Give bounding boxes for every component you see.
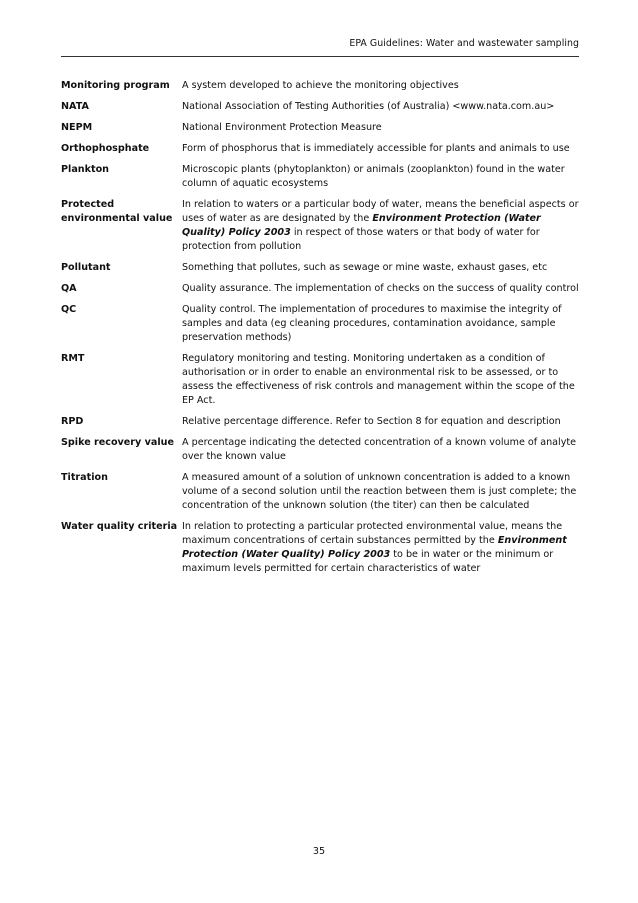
glossary-term: Orthophosphate <box>61 143 150 154</box>
glossary-definition <box>182 163 579 191</box>
glossary-term: RMT <box>61 353 85 364</box>
header-rule <box>61 56 579 57</box>
glossary-term: RPD <box>61 416 84 427</box>
page-number: 35 <box>312 846 326 857</box>
definition-text: National Environment Protection Measure <box>182 122 382 133</box>
glossary-entry <box>61 142 579 156</box>
definition-text: Relative percentage difference. Refer to Section 8 for equation and description <box>182 416 561 427</box>
policy-title: Environment Protection (Water Quality) Policy 2003 <box>182 535 567 560</box>
glossary-definition <box>182 303 579 345</box>
glossary-definition <box>182 142 579 156</box>
glossary-term: Pollutant <box>61 262 111 273</box>
glossary-entry <box>61 303 579 345</box>
definition-text: Something that pollutes, such as sewage or mine waste, exhaust gases, etc <box>182 262 548 273</box>
definition-text: to be in water or the minimum or maximum levels permitted for certain characteristics of water <box>182 549 554 574</box>
definition-text: Quality assurance. The implementation of checks on the success of quality control <box>182 283 579 294</box>
glossary-term: Plankton <box>61 164 110 175</box>
glossary-list <box>61 79 579 583</box>
definition-text: A percentage indicating the detected concentration of a known volume of analyte over the known value <box>182 437 577 462</box>
running-header: EPA Guidelines: Water and wastewater sampling <box>349 38 579 49</box>
glossary-entry <box>61 415 579 429</box>
glossary-term: QA <box>61 283 77 294</box>
definition-text: In relation to protecting a particular protected environmental value, means the maximum concentrations of certain substances permitted by the <box>182 521 563 546</box>
glossary-entry <box>61 436 579 464</box>
glossary-definition <box>182 415 579 429</box>
glossary-entry <box>61 520 579 576</box>
glossary-definition <box>182 520 579 576</box>
glossary-term: QC <box>61 304 77 315</box>
glossary-entry <box>61 100 579 114</box>
glossary-entry <box>61 471 579 513</box>
glossary-entry <box>61 121 579 135</box>
definition-text: in respect of those waters or that body of water for protection from pollution <box>182 227 540 252</box>
glossary-definition <box>182 282 579 296</box>
glossary-term: Protected environmental value <box>61 199 173 224</box>
definition-text: Form of phosphorus that is immediately accessible for plants and animals to use <box>182 143 570 154</box>
glossary-entry <box>61 282 579 296</box>
glossary-entry <box>61 352 579 408</box>
glossary-definition <box>182 79 579 93</box>
glossary-definition <box>182 261 579 275</box>
definition-text: Microscopic plants (phytoplankton) or animals (zooplankton) found in the water column of aquatic ecosystems <box>182 164 565 189</box>
definition-text: In relation to waters or a particular body of water, means the beneficial aspects or uses of water as are designated by the <box>182 199 579 224</box>
glossary-definition <box>182 471 579 513</box>
glossary-term: NEPM <box>61 122 93 133</box>
glossary-definition <box>182 352 579 408</box>
glossary-term: Titration <box>61 472 108 483</box>
policy-title: Environment Protection (Water Quality) Policy 2003 <box>182 213 541 238</box>
glossary-term: Water quality criteria <box>61 521 178 532</box>
glossary-entry <box>61 198 579 254</box>
definition-text: Regulatory monitoring and testing. Monitoring undertaken as a condition of authorisation or in order to enable an environmental risk to be assessed, or to assess the effectiveness of risk controls and management within the scope of the EP Act. <box>182 353 575 406</box>
glossary-term: Spike recovery value <box>61 437 174 448</box>
definition-text: National Association of Testing Authorities (of Australia) <www.nata.com.au> <box>182 101 555 112</box>
glossary-entry <box>61 261 579 275</box>
glossary-definition <box>182 121 579 135</box>
glossary-definition <box>182 100 579 114</box>
glossary-term: NATA <box>61 101 89 112</box>
definition-text: Quality control. The implementation of procedures to maximise the integrity of samples and data (eg cleaning procedures, contamination avoidance, sample preservation methods) <box>182 304 562 343</box>
glossary-definition <box>182 198 579 254</box>
glossary-term: Monitoring program <box>61 80 170 91</box>
glossary-entry <box>61 79 579 93</box>
definition-text: A measured amount of a solution of unknown concentration is added to a known volume of a second solution until the reaction between them is just complete; the concentration of the unknown solution (the titer) can then be calculated <box>182 472 577 511</box>
glossary-entry <box>61 163 579 191</box>
glossary-definition <box>182 436 579 464</box>
definition-text: A system developed to achieve the monitoring objectives <box>182 80 459 91</box>
